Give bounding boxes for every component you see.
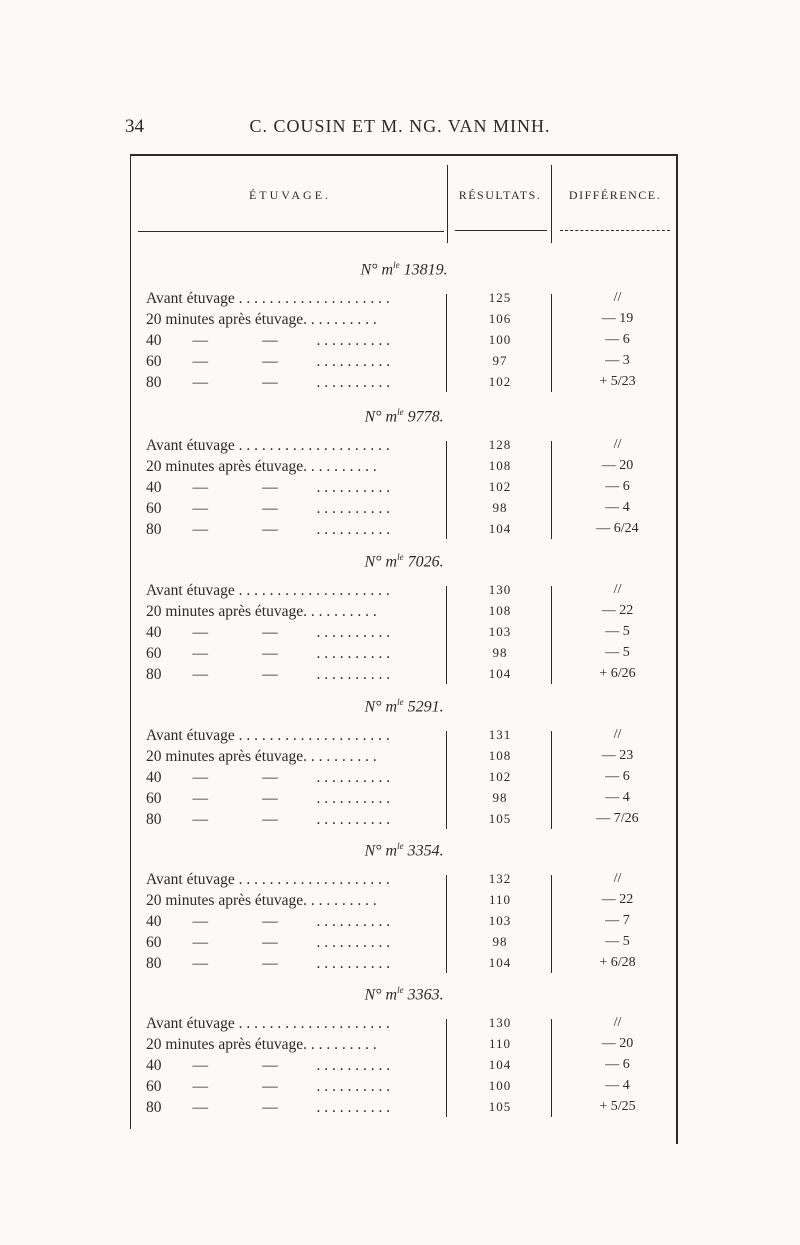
sample-group <box>130 407 678 552</box>
row-result: 108 <box>488 748 512 763</box>
row-difference: — 20 <box>601 1036 634 1051</box>
row-difference: — 19 <box>601 311 634 326</box>
table-row <box>130 727 678 747</box>
table-row <box>130 521 678 541</box>
row-label: 80 — — . . . . . . . . . . <box>146 666 391 683</box>
sample-group <box>130 552 678 697</box>
group-title-prefix: N° m <box>364 408 398 426</box>
row-label: 40 — — . . . . . . . . . . <box>146 624 391 641</box>
row-difference: — 22 <box>601 892 634 907</box>
column-header-etuvage: ÉTUVAGE. <box>248 188 332 202</box>
group-title-prefix: N° m <box>360 261 394 279</box>
row-difference: — 4 <box>605 1078 630 1093</box>
row-difference: // <box>613 727 622 742</box>
row-label: Avant étuvage . . . . . . . . . . . . . . . . . . . . <box>146 1015 390 1032</box>
group-title-number: 9778. <box>403 408 444 426</box>
row-result: 105 <box>488 1099 512 1114</box>
group-title <box>130 841 678 860</box>
row-result: 105 <box>488 811 512 826</box>
page-number: 34 <box>125 116 144 137</box>
group-title-sup: le <box>397 697 404 707</box>
table-row <box>130 479 678 499</box>
row-difference: + 6/26 <box>599 666 636 681</box>
row-result: 103 <box>488 624 512 639</box>
row-label: 20 minutes après étuvage. . . . . . . . . . <box>146 458 377 475</box>
row-result: 110 <box>488 892 512 907</box>
table-row <box>130 332 678 352</box>
header-divider-1 <box>447 165 448 243</box>
row-result: 125 <box>488 290 512 305</box>
group-title-sup: le <box>397 985 404 995</box>
row-result: 132 <box>488 871 512 886</box>
sample-group <box>130 841 678 986</box>
row-label: 40 — — . . . . . . . . . . <box>146 913 391 930</box>
row-result: 103 <box>488 913 512 928</box>
row-difference: + 5/23 <box>599 374 636 389</box>
row-label: 80 — — . . . . . . . . . . <box>146 955 391 972</box>
row-difference: — 6 <box>605 332 630 347</box>
row-difference: — 5 <box>605 645 630 660</box>
row-result: 110 <box>488 1036 512 1051</box>
sample-group <box>130 985 678 1130</box>
row-difference: — 5 <box>605 934 630 949</box>
row-result: 108 <box>488 603 512 618</box>
table-row <box>130 437 678 457</box>
group-title <box>130 697 678 716</box>
row-label: 60 — — . . . . . . . . . . <box>146 790 391 807</box>
group-title-number: 3354. <box>403 842 444 860</box>
group-title-sup: le <box>397 407 404 417</box>
table-row <box>130 769 678 789</box>
row-difference: // <box>613 582 622 597</box>
row-result: 131 <box>488 727 512 742</box>
row-label: 40 — — . . . . . . . . . . <box>146 769 391 786</box>
column-header-resultats: RÉSULTATS. <box>458 188 542 202</box>
row-difference: — 23 <box>601 748 634 763</box>
row-result: 128 <box>488 437 512 452</box>
row-label: 80 — — . . . . . . . . . . <box>146 811 391 828</box>
table-row <box>130 748 678 768</box>
row-label: Avant étuvage . . . . . . . . . . . . . . . . . . . . <box>146 871 390 888</box>
row-label: 60 — — . . . . . . . . . . <box>146 500 391 517</box>
group-title-prefix: N° m <box>364 553 398 571</box>
row-label: 20 minutes après étuvage. . . . . . . . . . <box>146 1036 377 1053</box>
row-label: 40 — — . . . . . . . . . . <box>146 1057 391 1074</box>
group-title-prefix: N° m <box>364 698 398 716</box>
group-title-number: 7026. <box>403 553 444 571</box>
row-result: 102 <box>488 479 512 494</box>
table-row <box>130 892 678 912</box>
row-label: Avant étuvage . . . . . . . . . . . . . . . . . . . . <box>146 727 390 744</box>
row-difference: // <box>613 871 622 886</box>
table-row <box>130 500 678 520</box>
table-row <box>130 934 678 954</box>
row-label: 60 — — . . . . . . . . . . <box>146 934 391 951</box>
table-row <box>130 913 678 933</box>
row-difference: — 4 <box>605 790 630 805</box>
table-row <box>130 374 678 394</box>
row-label: Avant étuvage . . . . . . . . . . . . . . . . . . . . <box>146 290 390 307</box>
row-difference: — 5 <box>605 624 630 639</box>
group-title-sup: le <box>397 552 404 562</box>
table-row <box>130 582 678 602</box>
row-label: 20 minutes après étuvage. . . . . . . . . . <box>146 892 377 909</box>
table-row <box>130 871 678 891</box>
header-divider-2 <box>551 165 552 243</box>
row-result: 100 <box>488 332 512 347</box>
row-difference: // <box>613 290 622 305</box>
group-title <box>130 407 678 426</box>
table-row <box>130 1078 678 1098</box>
table-row <box>130 353 678 373</box>
row-result: 100 <box>488 1078 512 1093</box>
row-result: 98 <box>492 790 508 805</box>
header-underline-difference <box>560 230 670 231</box>
row-difference: — 6 <box>605 479 630 494</box>
row-label: 20 minutes après étuvage. . . . . . . . . . <box>146 311 377 328</box>
row-label: Avant étuvage . . . . . . . . . . . . . . . . . . . . <box>146 582 390 599</box>
row-label: 40 — — . . . . . . . . . . <box>146 479 391 496</box>
sample-group <box>130 697 678 842</box>
table-row <box>130 603 678 623</box>
group-title <box>130 552 678 571</box>
column-header-difference: DIFFÉRENCE. <box>568 188 662 202</box>
row-result: 106 <box>488 311 512 326</box>
table-row <box>130 290 678 310</box>
running-head: C. COUSIN ET M. NG. VAN MINH. <box>249 116 551 136</box>
row-result: 97 <box>492 353 508 368</box>
row-label: 60 — — . . . . . . . . . . <box>146 645 391 662</box>
table-row <box>130 790 678 810</box>
row-result: 108 <box>488 458 512 473</box>
row-result: 98 <box>492 500 508 515</box>
row-difference: + 5/25 <box>599 1099 636 1114</box>
row-result: 102 <box>488 769 512 784</box>
row-label: 60 — — . . . . . . . . . . <box>146 1078 391 1095</box>
table-row <box>130 666 678 686</box>
row-difference: — 22 <box>601 603 634 618</box>
group-title-sup: le <box>397 841 404 851</box>
row-difference: // <box>613 437 622 452</box>
row-result: 104 <box>488 955 512 970</box>
table-row <box>130 311 678 331</box>
table-row <box>130 458 678 478</box>
sample-group <box>130 260 678 405</box>
row-result: 104 <box>488 666 512 681</box>
table-row <box>130 1099 678 1119</box>
row-result: 98 <box>492 934 508 949</box>
header-underline-resultats <box>455 230 547 231</box>
row-label: Avant étuvage . . . . . . . . . . . . . . . . . . . . <box>146 437 390 454</box>
group-title-sup: le <box>393 260 400 270</box>
table-row <box>130 955 678 975</box>
row-difference: — 6/24 <box>596 521 639 536</box>
row-difference: — 4 <box>605 500 630 515</box>
group-title <box>130 260 678 279</box>
row-label: 80 — — . . . . . . . . . . <box>146 374 391 391</box>
row-label: 80 — — . . . . . . . . . . <box>146 521 391 538</box>
row-difference: — 7 <box>605 913 630 928</box>
group-title-prefix: N° m <box>364 842 398 860</box>
row-difference: — 3 <box>605 353 630 368</box>
row-label: 20 minutes après étuvage. . . . . . . . . . <box>146 748 377 765</box>
row-difference: — 7/26 <box>596 811 639 826</box>
row-result: 104 <box>488 521 512 536</box>
row-difference: — 6 <box>605 1057 630 1072</box>
row-result: 104 <box>488 1057 512 1072</box>
table-row <box>130 624 678 644</box>
row-difference: + 6/28 <box>599 955 636 970</box>
row-difference: // <box>613 1015 622 1030</box>
row-label: 20 minutes après étuvage. . . . . . . . . . <box>146 603 377 620</box>
row-difference: — 20 <box>601 458 634 473</box>
table-row <box>130 1036 678 1056</box>
group-title-number: 13819. <box>399 261 448 279</box>
group-title-number: 5291. <box>403 698 444 716</box>
row-label: 80 — — . . . . . . . . . . <box>146 1099 391 1116</box>
row-label: 40 — — . . . . . . . . . . <box>146 332 391 349</box>
row-result: 102 <box>488 374 512 389</box>
group-title <box>130 985 678 1004</box>
table-top-rule <box>130 154 678 156</box>
table-row <box>130 645 678 665</box>
table-row <box>130 1057 678 1077</box>
table-row <box>130 1015 678 1035</box>
row-label: 60 — — . . . . . . . . . . <box>146 353 391 370</box>
row-result: 98 <box>492 645 508 660</box>
row-result: 130 <box>488 582 512 597</box>
group-title-prefix: N° m <box>364 986 398 1004</box>
table-row <box>130 811 678 831</box>
row-difference: — 6 <box>605 769 630 784</box>
group-title-number: 3363. <box>403 986 444 1004</box>
header-underline-etuvage <box>138 231 444 232</box>
row-result: 130 <box>488 1015 512 1030</box>
